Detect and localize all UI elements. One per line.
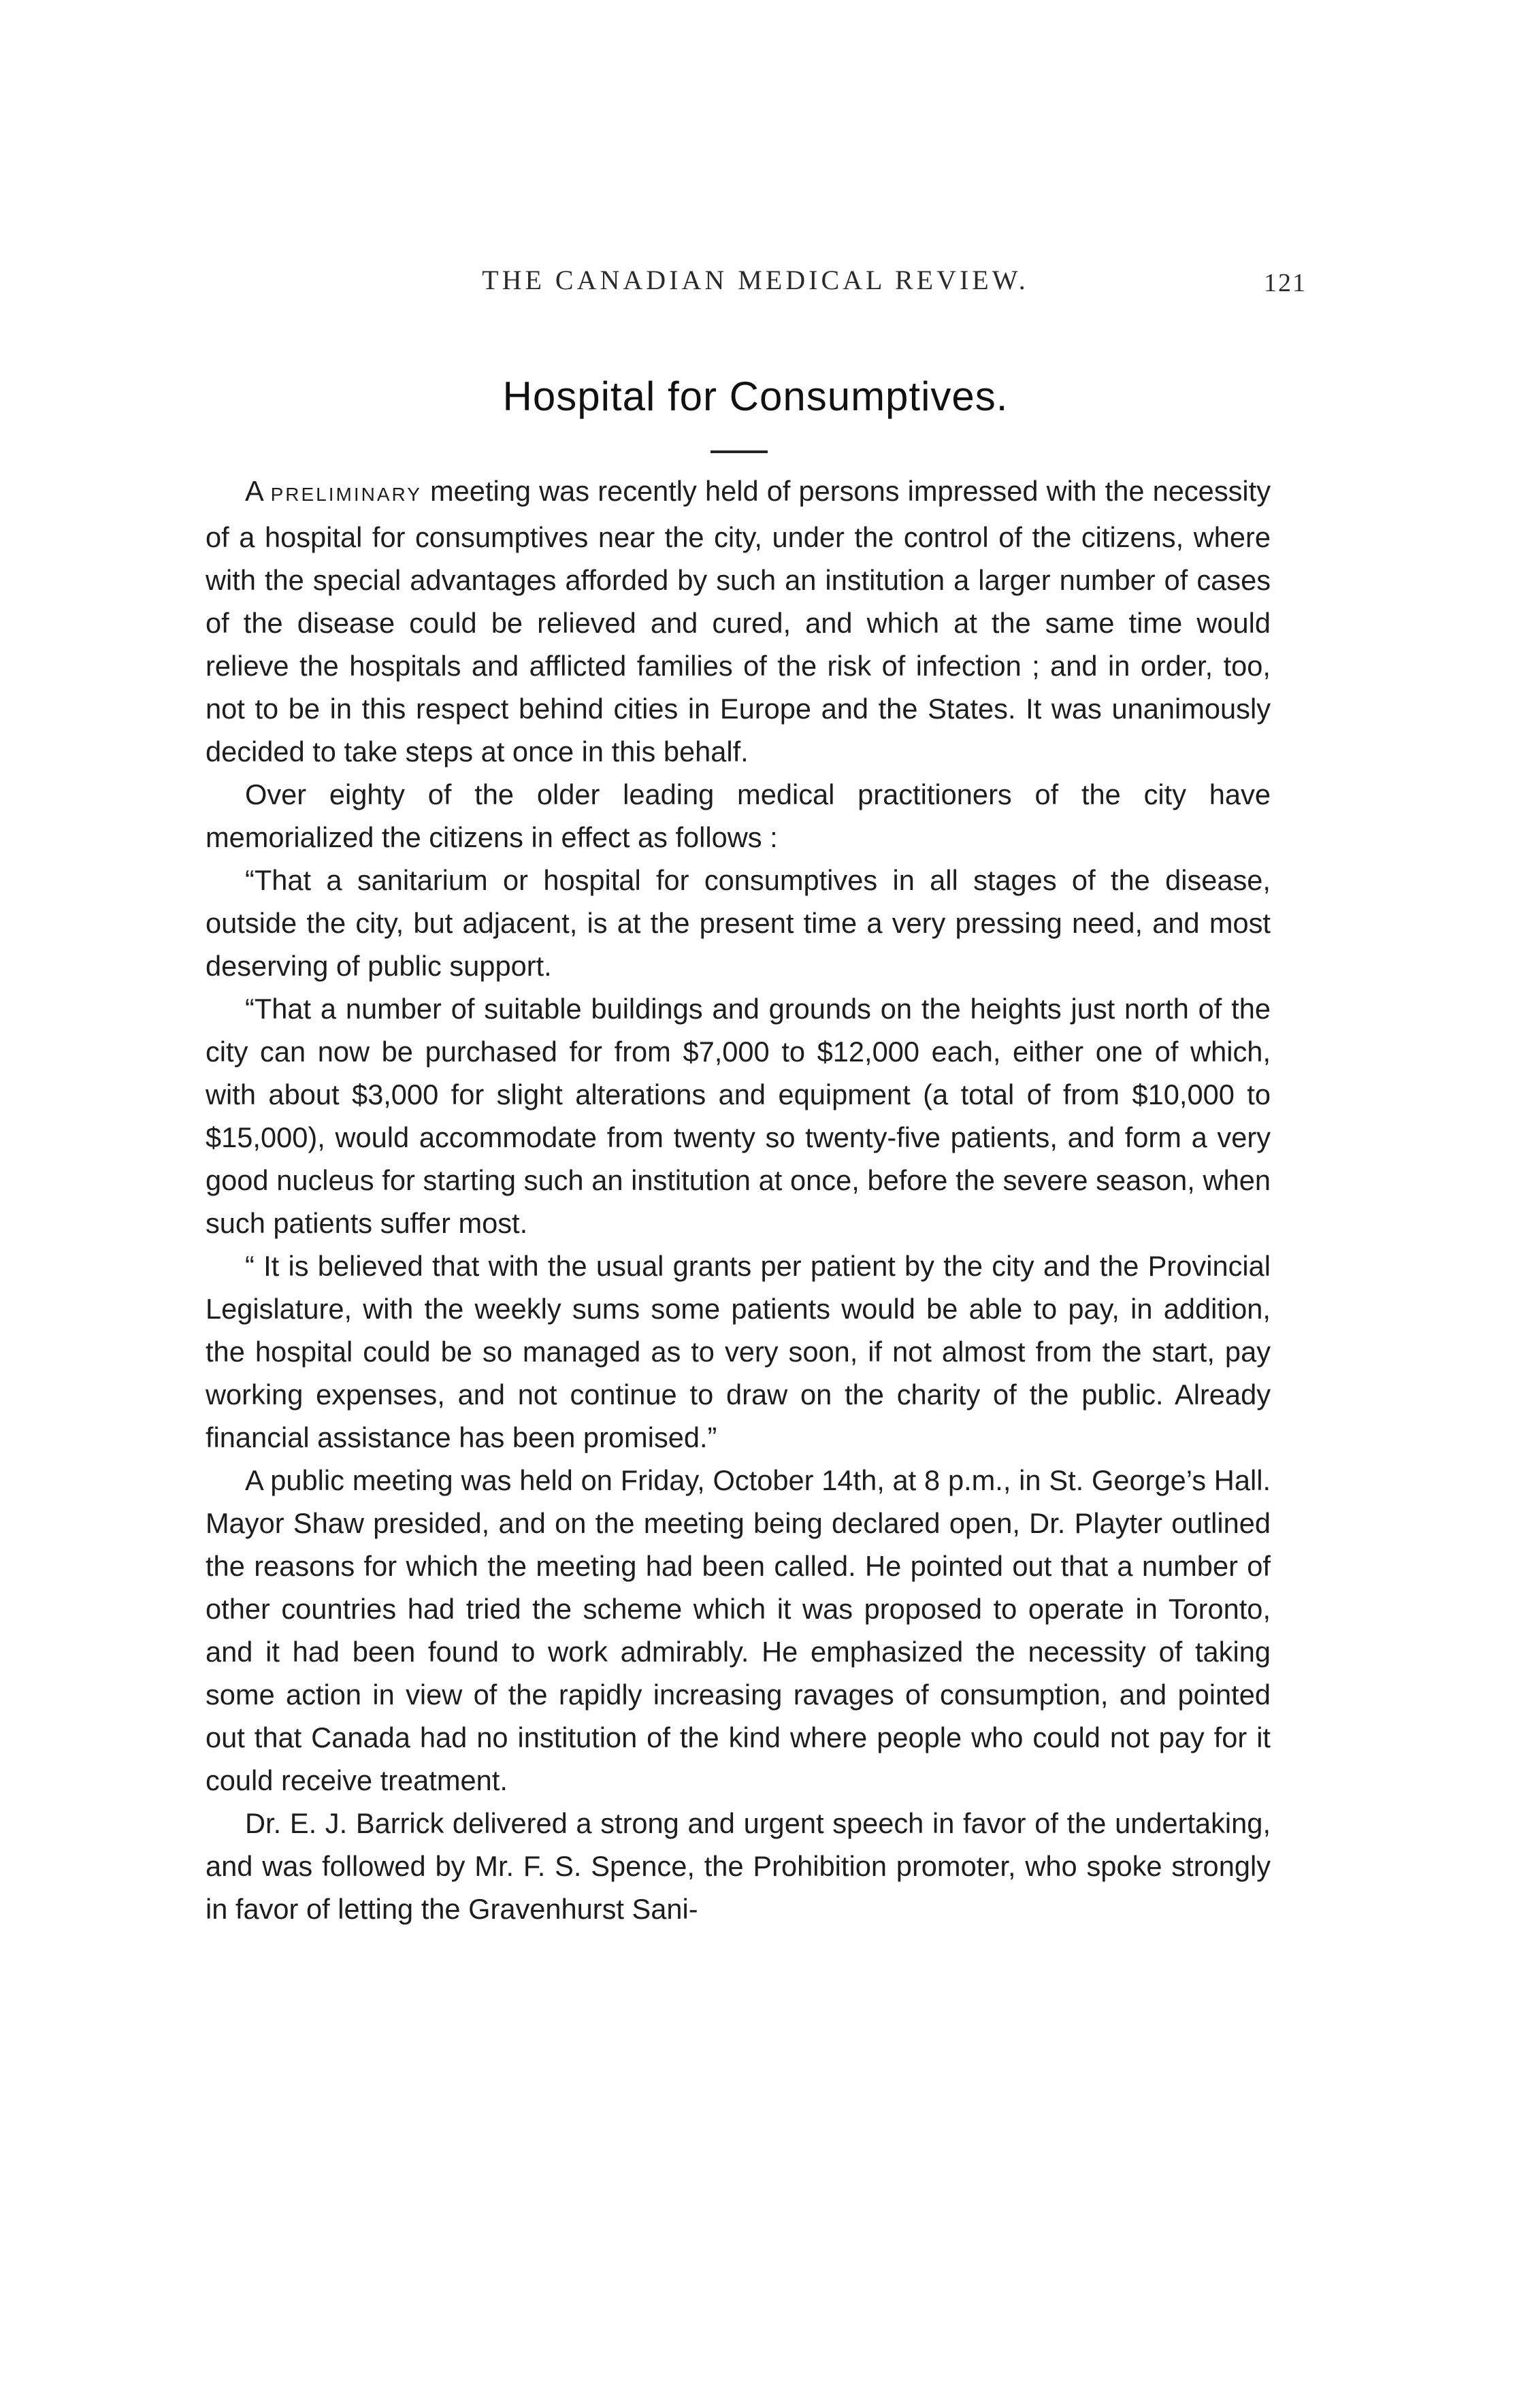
- article-title: Hospital for Consumptives.: [502, 374, 1009, 419]
- paragraph-1: [206, 469, 1271, 773]
- paragraph-1-lead: A: [245, 475, 263, 507]
- paragraph-6: A public meeting was held on Friday, October 14th, at 8 p.m., in St. George’s Hall. Mayor Shaw presided, and on the meeting being declared open, Dr. Playter outlined the reasons for which the meeting had been called. He pointed out that a number of other countries had tried the scheme which it was proposed to operate in Toronto, and it had been found to work admirably. He emphasized the necessity of taking some action in view of the rapidly increasing ravages of consumption, and pointed out that Canada had no institution of the kind where people who could not pay for it could receive treatment.: [206, 1464, 1271, 1796]
- paragraph-4: “That a number of suitable buildings and grounds on the heights just north of the city can now be purchased for from $7,000 to $12,000 each, either one of which, with about $3,000 for slight alterations and equipment (a total of from $10,000 to $15,000), would accommodate from twenty so twenty-five patients, and form a very good nucleus for starting such an institution at once, before the severe season, when such patients suffer most.: [206, 993, 1271, 1239]
- paragraph-3: “That a sanitarium or hospital for consumptives in all stages of the disease, outside the city, but adjacent, is at the present time a very pressing need, and most deserving of public support.: [206, 864, 1271, 982]
- paragraph-1-smallcaps: PRELIMINARY: [270, 484, 422, 505]
- journal-title: THE CANADIAN MEDICAL REVIEW.: [482, 265, 1029, 295]
- running-header: [204, 264, 1307, 305]
- page-number: 121: [1264, 269, 1307, 297]
- paragraph-5: “ It is believed that with the usual grants per patient by the city and the Provincial Legislature, with the weekly sums some patients would be able to pay, in addition, the hospital could be so managed as to very soon, if not almost from the start, pay working expenses, and not continue to draw on the charity of the public. Already financial assistance has been promised.”: [206, 1250, 1271, 1453]
- paragraph-1-text: meeting was recently held of persons impressed with the necessity of a hospital for consumptives near the city, under the control of the citizens, where with the special advantages afforded by such an institution a larger number of cases of the disease could be relieved and cured, and which at the same time would relieve the hospitals and afflicted families of the risk of infection ; and in order, too, not to be in this respect behind cities in Europe and the States. It was unanimously decided to take steps at once in this behalf.: [206, 475, 1271, 768]
- title-divider: [711, 450, 768, 453]
- paragraph-7: Dr. E. J. Barrick delivered a strong and urgent speech in favor of the undertaking, and was followed by Mr. F. S. Spence, the Prohibition promoter, who spoke strongly in favor of letting the Gravenhurst Sani-: [206, 1807, 1271, 1925]
- paragraph-2: Over eighty of the older leading medical practitioners of the city have memorialized the citizens in effect as follows :: [206, 778, 1271, 853]
- article-body: [206, 469, 1271, 1930]
